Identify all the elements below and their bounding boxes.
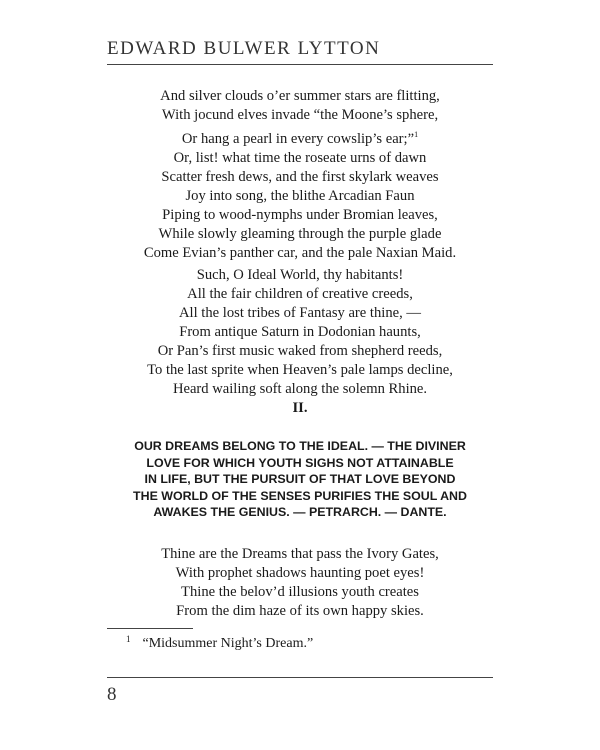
heading-line: OUR DREAMS BELONG TO THE IDEAL. — THE DIVINER [134, 439, 466, 453]
header-rule [107, 64, 493, 65]
heading-line: IN LIFE, BUT THE PURSUIT OF THAT LOVE BEYOND [144, 472, 456, 486]
footnote-reference: 1 [414, 130, 419, 139]
verse-line: Heard wailing soft along the solemn Rhine. [172, 381, 428, 397]
verse-line: All the fair children of creative creeds, [187, 286, 413, 302]
running-head: EDWARD BULWER LYTTON [107, 38, 381, 59]
verse-line: Joy into song, the blithe Arcadian Faun [185, 188, 415, 204]
page-number: 8 [107, 684, 117, 705]
verse-line: Come Evian’s panther car, and the pale Naxian Maid. [143, 245, 457, 261]
footnote [126, 634, 313, 652]
verse-line: From the dim haze of its own happy skies. [176, 603, 424, 619]
heading-line: LOVE FOR WHICH YOUTH SIGHS NOT ATTAINABLE [146, 455, 454, 470]
footnote-text: “Midsummer Night’s Dream.” [142, 636, 314, 651]
stanza-2 [107, 266, 493, 399]
verse-line: Scatter fresh dews, and the first skylark weaves [161, 169, 439, 185]
verse-line: Thine the belov’d illusions youth creates [181, 584, 419, 600]
stanza-1 [107, 87, 493, 263]
verse-line [107, 125, 493, 149]
verse-line: And silver clouds o’er summer stars are flitting, [160, 88, 440, 104]
verse-line: Such, O Ideal World, thy habitants! [196, 267, 404, 283]
section-numeral: II. [292, 400, 308, 416]
verse-line: Or, list! what time the roseate urns of dawn [173, 150, 427, 166]
verse-line: Piping to wood-nymphs under Bromian leaves, [162, 207, 438, 223]
verse-line: With prophet shadows haunting poet eyes! [175, 565, 425, 581]
stanza-3 [107, 545, 493, 621]
footnote-marker: 1 [126, 634, 131, 644]
footer-rule [107, 677, 493, 678]
footnote-rule [107, 628, 193, 629]
verse-line: To the last sprite when Heaven’s pale lamps decline, [147, 362, 453, 378]
verse-line: All the lost tribes of Fantasy are thine, — [179, 305, 421, 321]
verse-line: With jocund elves invade “the Moone’s sphere, [161, 107, 439, 123]
verse-line: From antique Saturn in Dodonian haunts, [179, 324, 421, 340]
verse-line-text: Or hang a pearl in every cowslip’s ear;” [181, 131, 415, 147]
verse-line: Thine are the Dreams that pass the Ivory Gates, [161, 546, 439, 562]
verse-line: Or Pan’s first music waked from shepherd reeds, [157, 343, 443, 359]
verse-line: While slowly gleaming through the purple glade [158, 226, 442, 242]
heading-line: THE WORLD OF THE SENSES PURIFIES THE SOUL AND [133, 488, 467, 503]
heading-line: AWAKES THE GENIUS. — PETRARCH. — DANTE. [153, 505, 447, 519]
section-heading [107, 438, 493, 521]
